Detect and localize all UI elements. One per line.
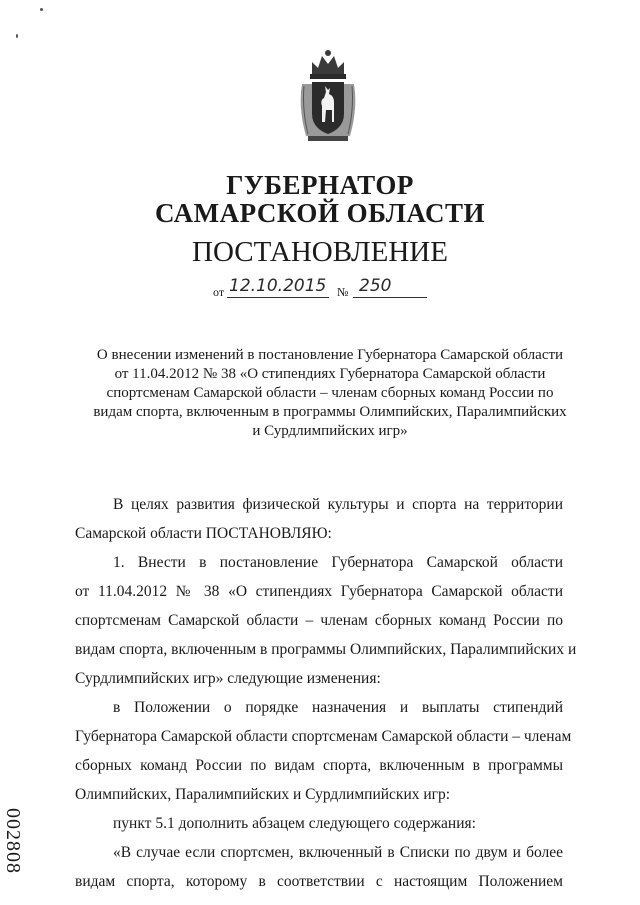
body-line: спортсменам Самарской области – членам сборных команд России по — [75, 612, 563, 629]
body-line: Олимпийских, Паралимпийских и Сурдлимпийских игр: — [75, 786, 451, 803]
scan-speck — [16, 34, 18, 38]
subject-line: О внесении изменений в постановление Губернатора Самарской области — [96, 347, 564, 363]
body-line: «В случае если спортсмен, включенный в Списки по двум и более — [113, 844, 563, 861]
subject-line: видам спорта, включенным в программы Олимпийских, Паралимпийских — [93, 404, 567, 420]
subject-line: и Сурдлимпийских игр» — [252, 423, 408, 439]
samara-coat-of-arms-icon — [298, 48, 358, 148]
subject-line: спортсменам Самарской области – членам сборных команд России по — [106, 385, 554, 401]
body-line: видам спорта, включенным в программы Олимпийских, Паралимпийских и — [75, 641, 577, 658]
margin-stamp-number: 002808 — [2, 808, 24, 874]
body-line: сборных команд России по видам спорта, включенным в программы — [75, 757, 563, 774]
subject-block — [60, 346, 600, 441]
body-line: 1. Внести в постановление Губернатора Самарской области — [113, 554, 563, 571]
body-line: видам спорта, которому в соответствии с настоящим Положением — [75, 873, 563, 890]
number-prefix: № — [337, 285, 349, 299]
handwritten-number: 250 — [359, 276, 392, 296]
body-line: Губернатора Самарской области спортсменам Самарской области – членам — [75, 728, 572, 745]
body-line: от 11.04.2012 № 38 «О стипендиях Губернатора Самарской области — [75, 583, 563, 600]
date-prefix: от — [213, 285, 225, 299]
page-title: ГУБЕРНАТОР — [226, 170, 414, 200]
page-title-region: САМАРСКОЙ ОБЛАСТИ — [154, 198, 486, 228]
number-underline — [353, 297, 427, 298]
scan-speck — [40, 8, 43, 11]
body-line: Самарской области ПОСТАНОВЛЯЮ: — [75, 525, 332, 542]
handwritten-date: 12.10.2015 — [229, 276, 327, 296]
document-type: ПОСТАНОВЛЕНИЕ — [192, 236, 448, 268]
date-underline — [227, 297, 329, 298]
body-line: пункт 5.1 дополнить абзацем следующего содержания: — [113, 815, 476, 832]
body-line: Сурдлимпийских игр» следующие изменения: — [75, 670, 381, 687]
body-line: в Положении о порядке назначения и выплаты стипендий — [113, 699, 563, 716]
subject-line: от 11.04.2012 № 38 «О стипендиях Губернатора Самарской области — [114, 366, 546, 382]
body-line: В целях развития физической культуры и спорта на территории — [113, 496, 563, 513]
body-text — [75, 490, 577, 896]
